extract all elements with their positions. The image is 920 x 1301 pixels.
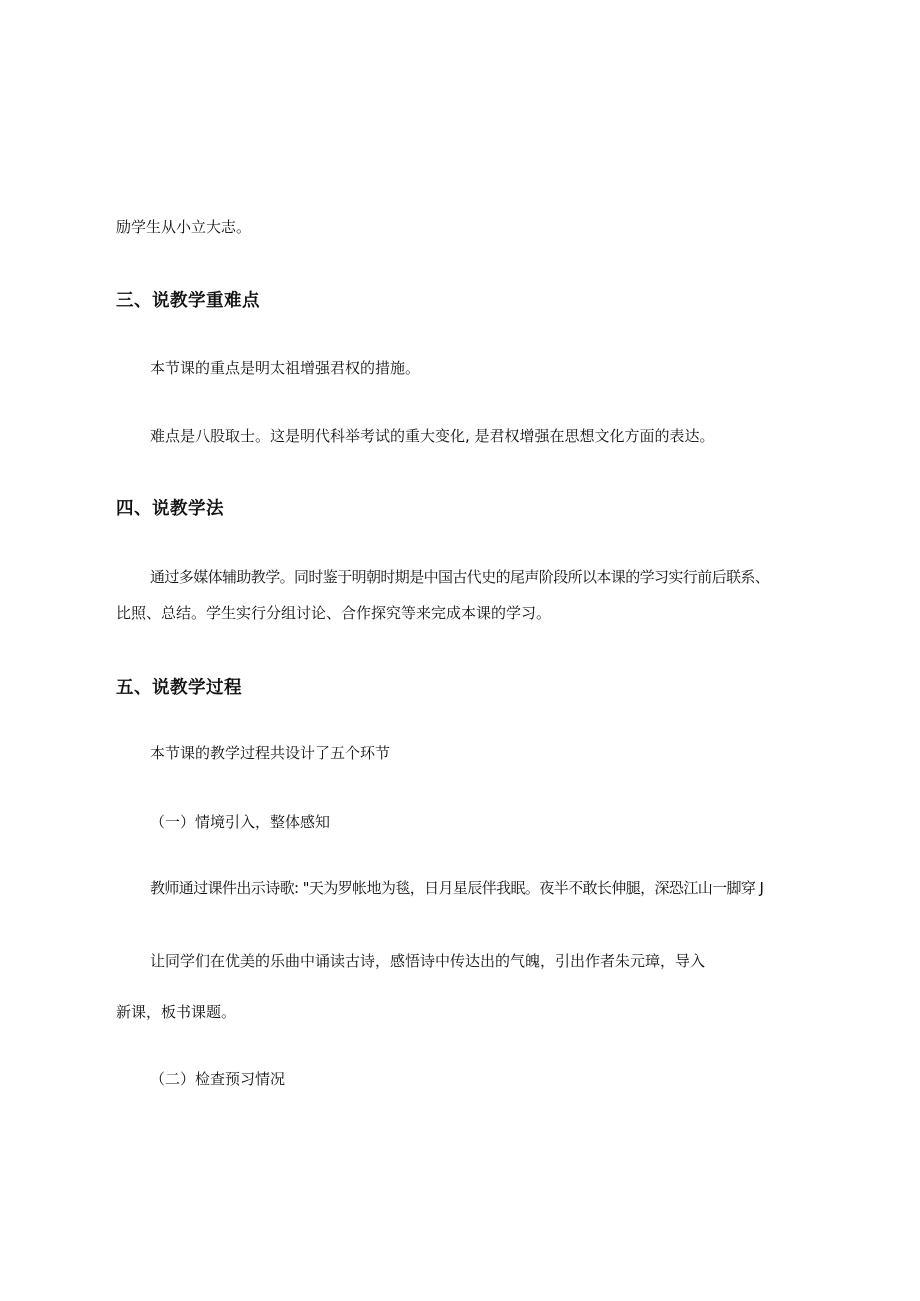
carryover-text: 励学生从小立大志。 [116, 218, 252, 236]
paragraph-reading-line1: 让同学们在优美的乐曲中诵读古诗，感悟诗中传达出的气魄，引出作者朱元璋，导入 [150, 952, 706, 970]
subheading-step-two: （二）检查预习情况 [150, 1070, 286, 1088]
paragraph-teaching-method-line1: 通过多媒体辅助教学。同时鉴于明朝时期是中国古代史的尾声阶段所以本课的学习实行前后联系、 [150, 568, 770, 586]
paragraph-key-point: 本节课的重点是明太祖增强君权的措施。 [150, 359, 421, 377]
subheading-step-one: （一）情境引入，整体感知 [150, 813, 331, 831]
paragraph-teaching-method-line2: 比照、总结。学生实行分组讨论、合作探究等来完成本课的学习。 [116, 604, 552, 622]
paragraph-reading-line2: 新课，板书课题。 [116, 1003, 237, 1021]
paragraph-poem-line: 教师通过课件出示诗歌: "天为罗帐地为毯，日月星辰伴我眠。夜半不敢长伸腿，深恐江山一脚穿 J [150, 879, 764, 897]
section-heading-key-points: 三、说教学重难点 [116, 291, 260, 311]
section-heading-teaching-method: 四、说教学法 [116, 499, 224, 519]
section-heading-teaching-process: 五、说教学过程 [116, 678, 242, 698]
paragraph-process-intro: 本节课的教学过程共设计了五个环节 [150, 744, 391, 762]
paragraph-difficult-point: 难点是八股取士。这是明代科举考试的重大变化, 是君权增强在思想文化方面的表达。 [150, 427, 715, 445]
